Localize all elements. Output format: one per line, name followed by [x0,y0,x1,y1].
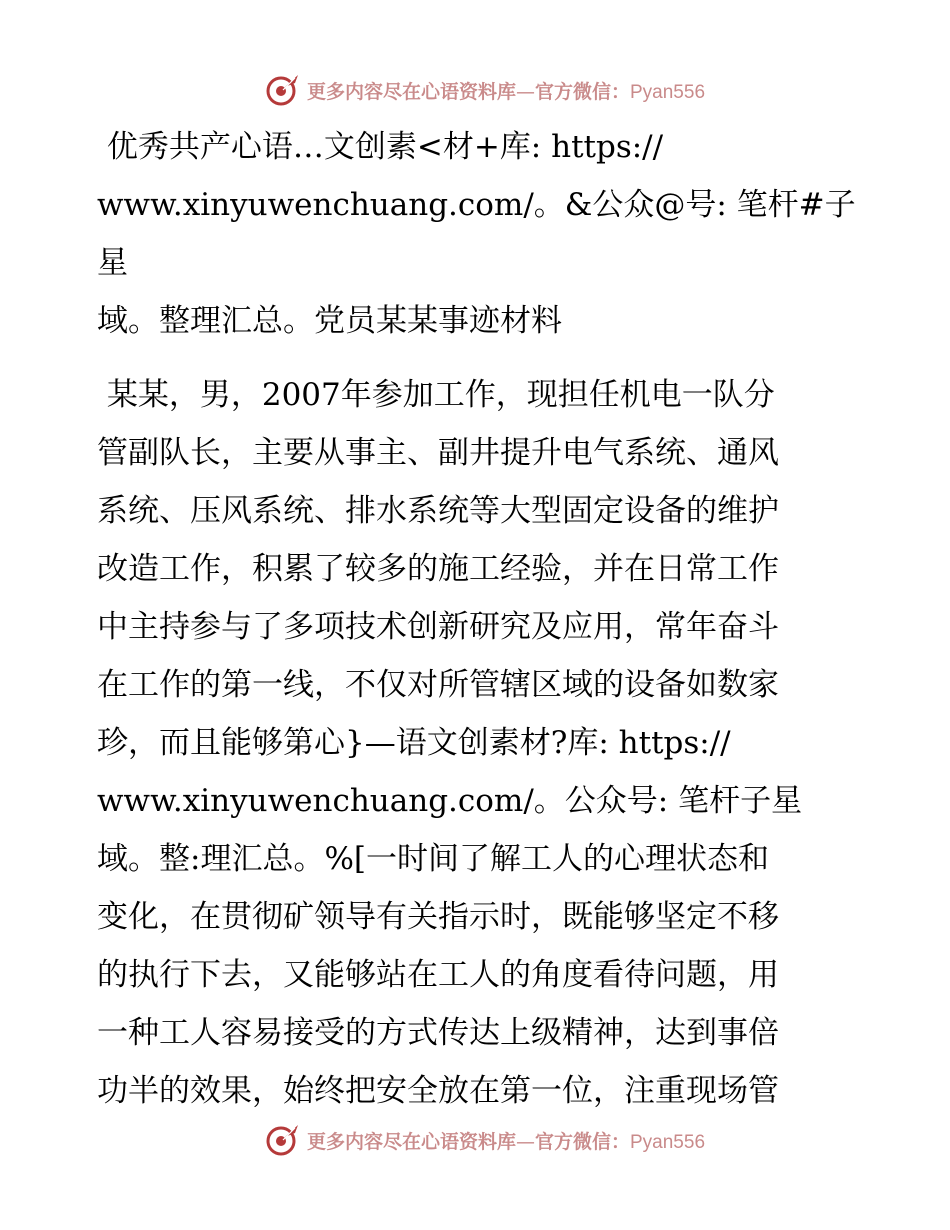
text-line: 系统、压风系统、排水系统等大型固定设备的维护 [97,493,779,529]
text-line: 在工作的第一线，不仅对所管辖区域的设备如数家 [97,667,779,703]
text-line: 功半的效果，始终把安全放在第一位，注重现场管 [97,1073,779,1109]
text-line: www.xinyuwenchuang.com/。公众号: 笔杆子星 [97,783,803,819]
text-line: www.xinyuwenchuang.com/。&公众@号: 笔杆#子星 [97,187,856,281]
header-banner-wechat-label: 官方微信： [534,80,630,103]
header-banner-title: 更多内容尽在心语资料库 [306,80,516,103]
header-banner [0,70,950,110]
text-line: 改造工作，积累了较多的施工经验，并在日常工作 [97,551,779,587]
text-line: 的执行下去，又能够站在工人的角度看待问题，用 [97,957,779,993]
footer-banner-dash: — [515,1130,535,1153]
text-line: 某某，男，2007年参加工作，现担任机电一队分 [97,377,775,413]
header-banner-dash: — [515,80,535,103]
text-line: 域。整理汇总。党员某某事迹材料 [97,303,562,339]
text-line: 域。整:理汇总。%[一时间了解工人的心理状态和 [97,841,769,877]
quill-logo-icon [265,72,301,108]
document-body [97,118,857,1120]
text-line: 中主持参与了多项技术创新研究及应用，常年奋斗 [97,609,779,645]
header-banner-text [307,77,705,104]
text-line: 一种工人容易接受的方式传达上级精神，达到事倍 [97,1015,779,1051]
text-line: 变化，在贯彻矿领导有关指示时，既能够坚定不移 [97,899,779,935]
footer-banner-wechat-label: 官方微信： [534,1130,630,1153]
paragraph-2 [97,366,857,1120]
header-banner-inner [265,72,705,108]
footer-banner-wechat-id: Pyan556 [630,1131,706,1153]
footer-banner-text [307,1127,705,1154]
footer-banner [0,1120,950,1160]
text-line: 珍，而且能够第心}—语文创素材?库: https:// [97,725,731,761]
footer-banner-inner [265,1122,705,1158]
text-line: 管副队长，主要从事主、副井提升电气系统、通风 [97,435,779,471]
quill-logo-icon [265,1122,301,1158]
header-banner-wechat-id: Pyan556 [630,81,706,103]
paragraph-1 [97,118,857,350]
footer-banner-title: 更多内容尽在心语资料库 [306,1130,516,1153]
text-line: 优秀共产心语…文创素<材+库: https:// [97,129,664,165]
